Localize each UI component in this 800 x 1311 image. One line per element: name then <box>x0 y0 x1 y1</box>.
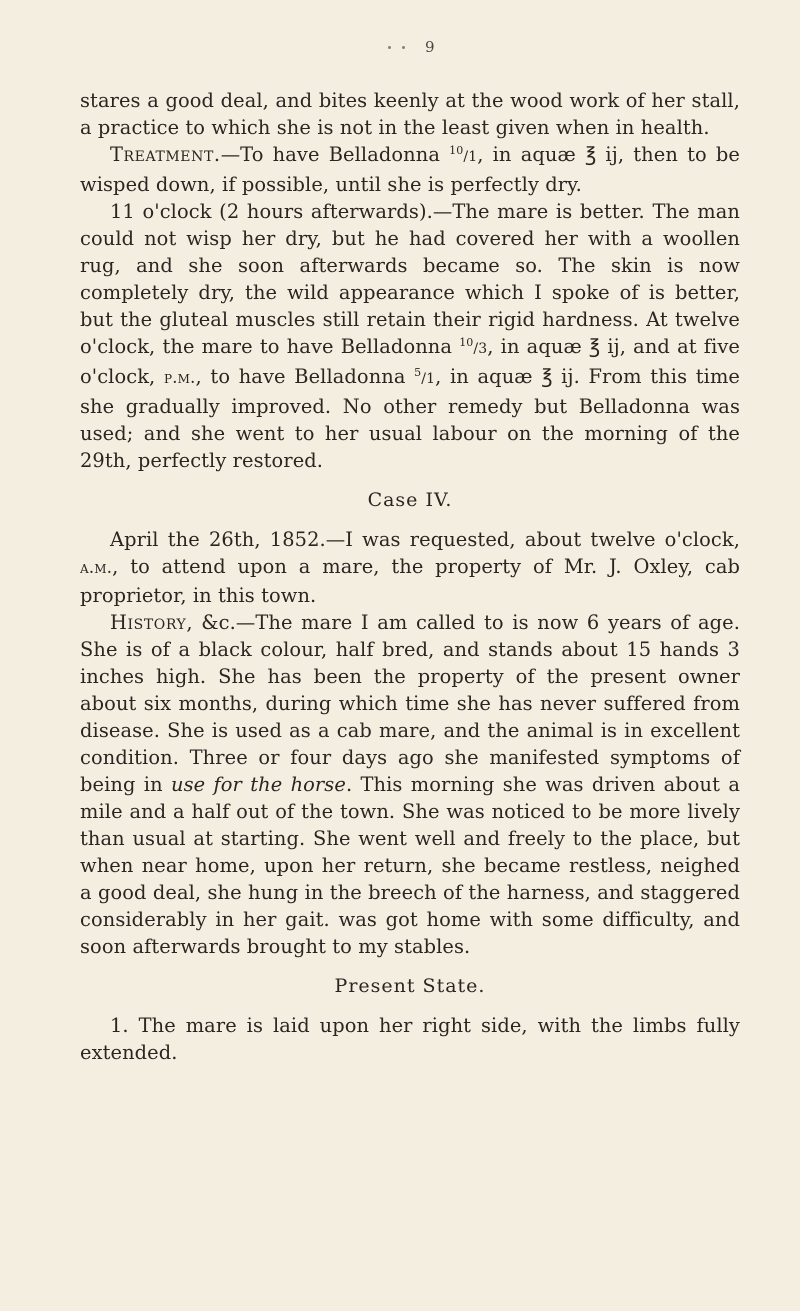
paragraph-treatment: Treatment.—To have Belladonna $^{10}$/1, in aquæ ℥ ij, then to be wisped down, if possible, until she is perfectly dry. <box>80 143 740 196</box>
paragraph-case-intro: April the 26th, 1852.—I was requested, about twelve o'clock, a.m., to attend upon a mare, the property of Mr. J. Oxley, cab proprietor, in this town. <box>80 528 740 607</box>
paragraph-symptoms: stares a good deal, and bites keenly at the wood work of her stall, a practice to which she is not in the least given when in health. <box>80 89 740 139</box>
section-heading-present-state: Present State. <box>334 975 486 997</box>
treatment-lead: Treatment. <box>110 143 221 166</box>
paragraph-eleven-oclock: 11 o'clock (2 hours afterwards).—The mare is better. The man could not wisp her dry, but he had covered her with a woollen rug, and she soon afterwards became so. The skin is now completely dry, the wild appearance which I spoke of is better, but the gluteal muscles still retain their rigid hardness. At twelve o'clock, the mare to have Belladonna $^{10}$/3, in aquæ ℥ ij, and at five o'clock, p.m., to have Belladonna $^5$/1, in aquæ ℥ ij. From this time she gradually improved. No other remedy but Belladonna was used; and she went to her usual labour on the morning of the 29th, perfectly restored. <box>80 200 741 472</box>
history-lead: History <box>110 611 187 634</box>
paragraph-present-state-1: 1. The mare is laid upon her right side, with the limbs fully extended. <box>80 1014 740 1064</box>
body-text <box>80 87 740 1066</box>
speck-mark <box>388 46 391 49</box>
page-number: 9 <box>425 38 435 56</box>
speck-mark <box>402 46 405 49</box>
paragraph-history: History, &c.—The mare I am called to is now 6 years of age. She is of a black colour, half bred, and stands about 15 hands 3 inches high. She has been the property of the present owner about six months, during which time she has never suffered from disease. She is used as a cab mare, and the animal is in excellent condition. Three or four days ago she manifested symptoms of being in use for the horse. This morning she was driven about a mile and a half out of the town. She was noticed to be more lively than usual at starting. She went well and freely to the place, but when near home, upon her return, she became restless, neighed a good deal, she hung in the breech of the harness, and staggered considerably in her gait. was got home with some difficulty, and soon afterwards brought to my stables. <box>80 611 740 958</box>
section-heading-case-iv: Case IV. <box>367 489 453 511</box>
